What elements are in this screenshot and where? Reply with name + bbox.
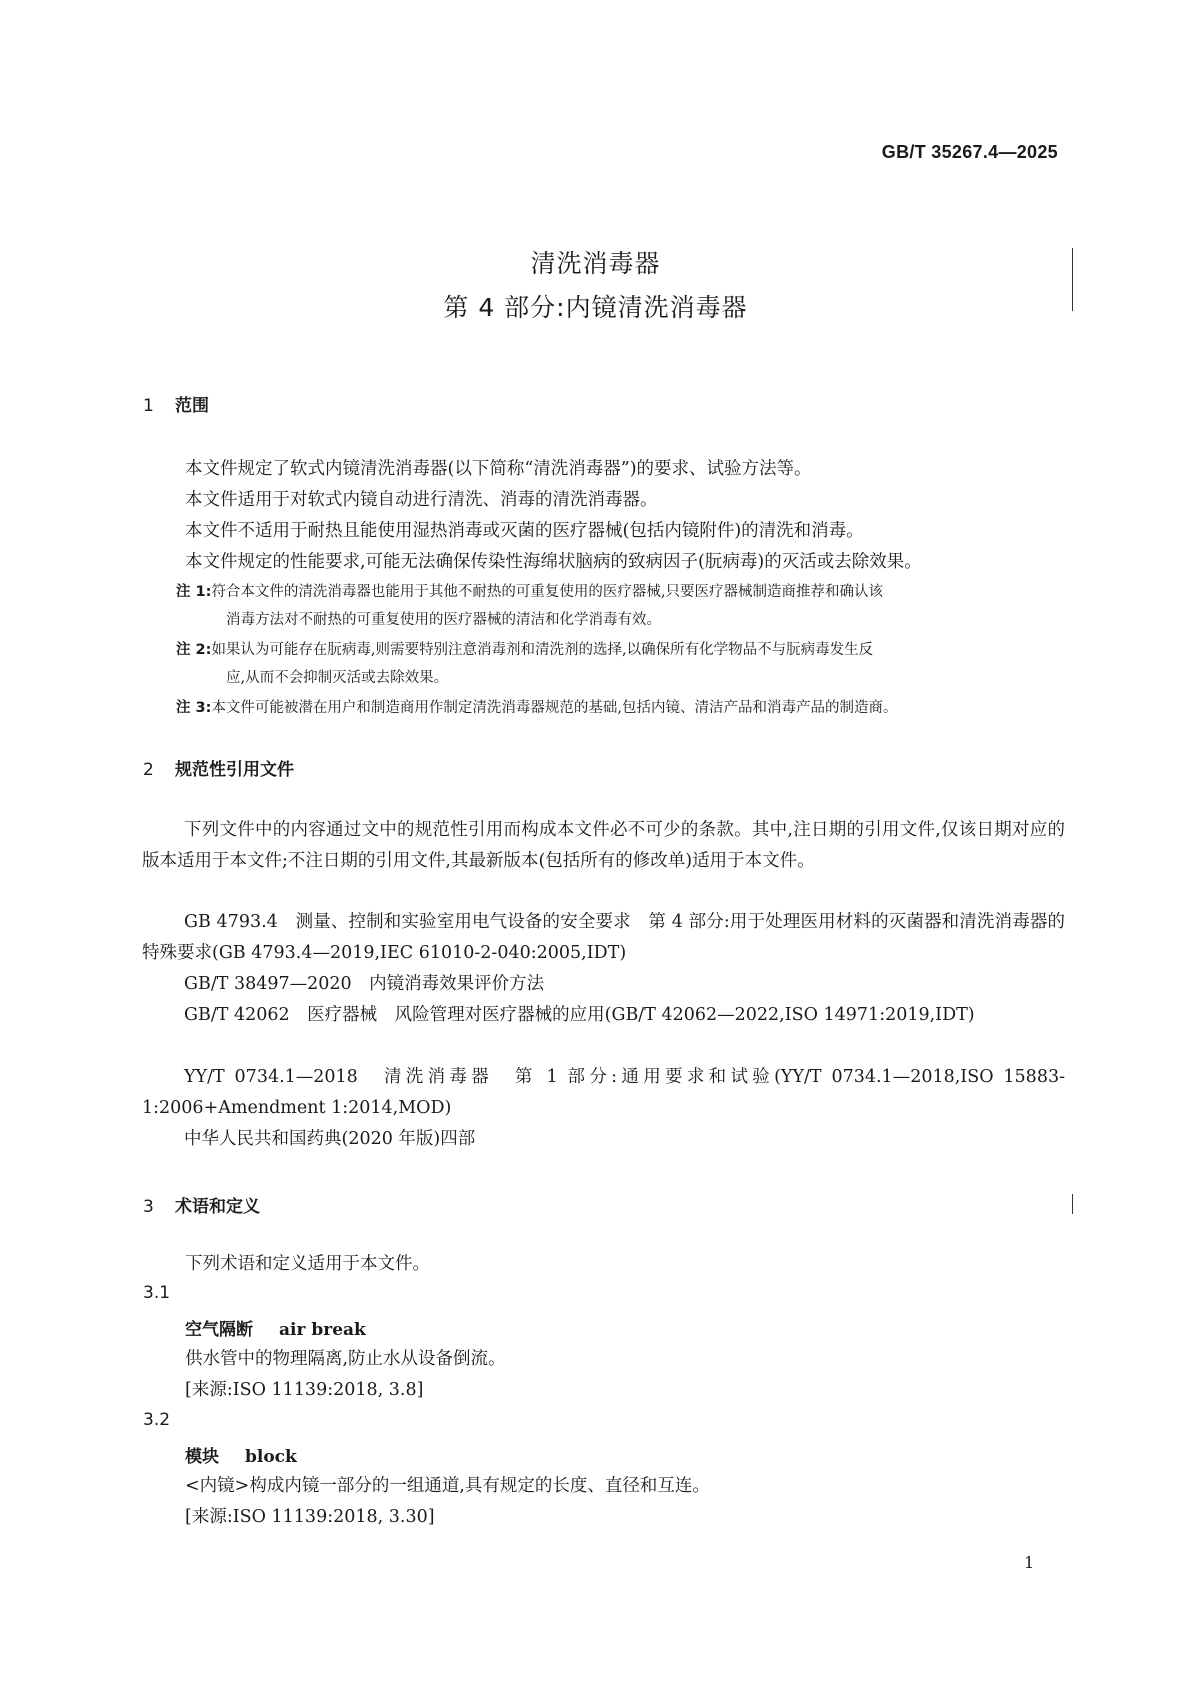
term-number: 3.2 (143, 1410, 171, 1430)
section-number: 1 (143, 396, 154, 416)
paragraph: 下列文件中的内容通过文中的规范性引用而构成本文件必不可少的条款。其中,注日期的引用文件,仅该日期对应的版本适用于本文件;不注日期的引用文件,其最新版本(包括所有的修改单)适用于本文件。 (142, 820, 1065, 871)
paragraph: 下列术语和定义适用于本文件。 (185, 1254, 430, 1274)
paragraph: 本文件规定了软式内镜清洗消毒器(以下简称“清洗消毒器”)的要求、试验方法等。 (185, 459, 812, 479)
term-source: [来源:ISO 11139:2018, 3.8] (185, 1380, 424, 1400)
term-en: air break (279, 1320, 366, 1340)
paragraph: 本文件规定的性能要求,可能无法确保传染性海绵状脑病的致病因子(朊病毒)的灭活或去除效果。 (185, 552, 922, 572)
note-text-continued: 消毒方法对不耐热的可重复使用的医疗器械的清洁和化学消毒有效。 (226, 612, 661, 628)
section-heading (143, 755, 294, 780)
section-title: 规范性引用文件 (175, 760, 294, 780)
paragraph: 本文件适用于对软式内镜自动进行清洗、消毒的清洗消毒器。 (185, 490, 658, 510)
reference-item: YY/T 0734.1—2018 清洗消毒器 第 1 部分:通用要求和试验(YY/T 0734.1—2018,ISO 15883-1:2006+Amendment 1:2014,MOD) (142, 1067, 1065, 1118)
reference-item: GB 4793.4 测量、控制和实验室用电气设备的安全要求 第 4 部分:用于处理医用材料的灭菌器和清洗消毒器的特殊要求(GB 4793.4—2019,IEC 61010-2-040:2005,IDT) (142, 912, 1065, 963)
note-label: 注 3: (176, 700, 212, 716)
change-bar (1072, 1194, 1073, 1214)
note-text: 符合本文件的清洗消毒器也能用于其他不耐热的可重复使用的医疗器械,只要医疗器械制造商推荐和确认该 (211, 584, 884, 600)
document-subtitle: 第 4 部分:内镜清洗消毒器 (443, 293, 748, 322)
change-bar (1072, 248, 1073, 311)
term-zh: 空气隔断 (185, 1320, 253, 1340)
reference-item: 中华人民共和国药典(2020 年版)四部 (184, 1129, 476, 1149)
standard-code: GB/T 35267.4—2025 (881, 142, 1058, 162)
term-zh: 模块 (185, 1447, 219, 1467)
term-source: [来源:ISO 11139:2018, 3.30] (185, 1507, 435, 1527)
page-number: 1 (1024, 1553, 1035, 1572)
paragraph: 本文件不适用于耐热且能使用湿热消毒或灭菌的医疗器械(包括内镜附件)的清洗和消毒。 (185, 521, 864, 541)
reference-item: GB/T 42062 医疗器械 风险管理对医疗器械的应用(GB/T 42062—2022,ISO 14971:2019,IDT) (184, 1005, 975, 1025)
section-heading (143, 391, 209, 416)
note-text-continued: 应,从而不会抑制灭活或去除效果。 (226, 670, 449, 686)
term-en: block (245, 1447, 297, 1467)
note-text: 如果认为可能存在朊病毒,则需要特别注意消毒剂和清洗剂的选择,以确保所有化学物品不与朊病毒发生反 (211, 642, 874, 658)
section-heading (143, 1192, 260, 1217)
section-number: 3 (143, 1197, 154, 1217)
term-name (185, 1315, 366, 1340)
section-title: 范围 (175, 396, 209, 416)
section-number: 2 (143, 760, 154, 780)
term-definition: 供水管中的物理隔离,防止水从设备倒流。 (185, 1349, 506, 1369)
term-name (185, 1442, 297, 1467)
reference-item: GB/T 38497—2020 内镜消毒效果评价方法 (184, 974, 545, 994)
note (176, 578, 1066, 634)
note (176, 694, 1066, 722)
section-title: 术语和定义 (175, 1197, 260, 1217)
document-title: 清洗消毒器 (530, 249, 661, 278)
note-label: 注 1: (176, 584, 212, 600)
note (176, 636, 1066, 692)
term-definition: <内镜>构成内镜一部分的一组通道,具有规定的长度、直径和互连。 (185, 1476, 710, 1496)
note-label: 注 2: (176, 642, 212, 658)
note-text: 本文件可能被潜在用户和制造商用作制定清洗消毒器规范的基础,包括内镜、清洁产品和消毒产品的制造商。 (211, 700, 898, 716)
term-number: 3.1 (143, 1283, 171, 1303)
